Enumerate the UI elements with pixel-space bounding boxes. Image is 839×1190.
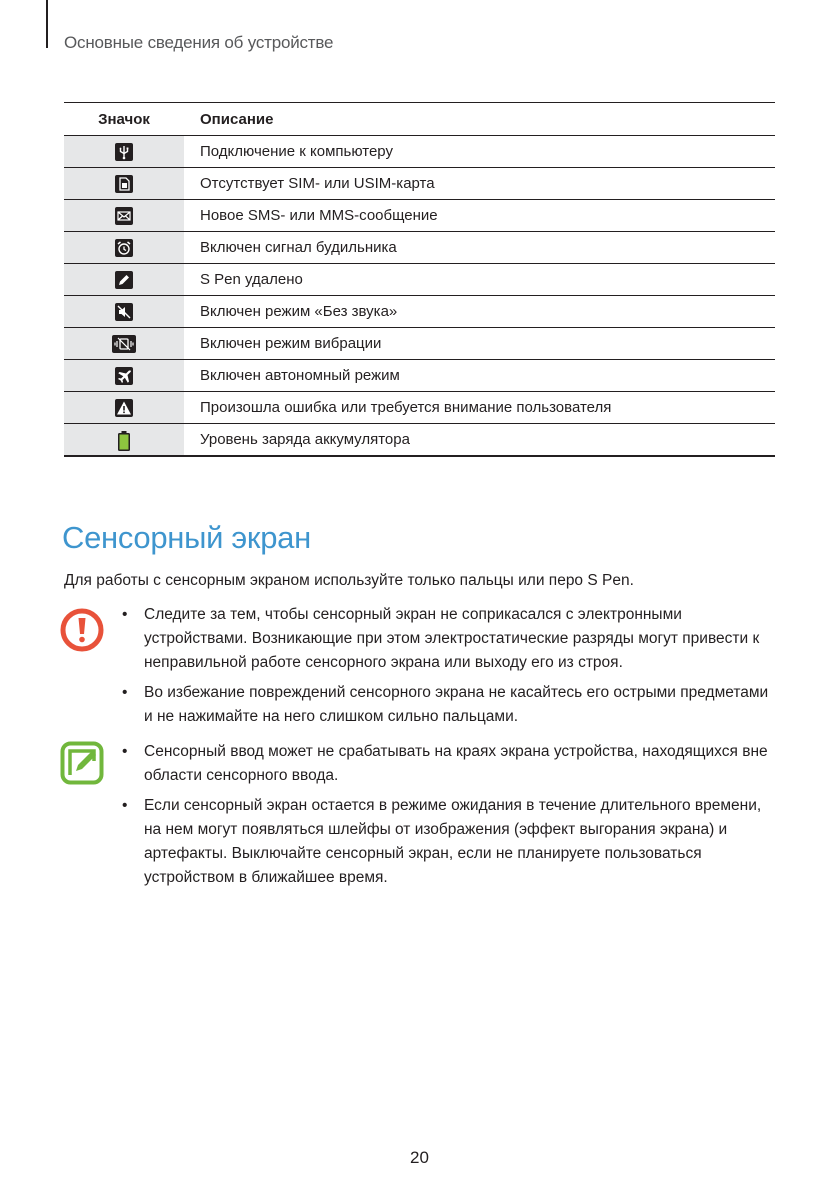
- table-row: [64, 392, 775, 424]
- row-description: S Pen удалено: [184, 264, 775, 296]
- row-description: Включен автономный режим: [184, 360, 775, 392]
- row-description: Уровень заряда аккумулятора: [184, 424, 775, 457]
- battery-icon: [114, 430, 134, 450]
- section-intro: Для работы с сенсорным экраном используйте только пальцы или перо S Pen.: [64, 572, 634, 589]
- caution-icon: [60, 608, 104, 652]
- table-row: [64, 264, 775, 296]
- section-title: Сенсорный экран: [62, 520, 311, 555]
- airplane-icon: [114, 366, 134, 386]
- vibrate-icon: [111, 334, 137, 354]
- alarm-clock-icon: [114, 238, 134, 258]
- table-row: [64, 296, 775, 328]
- envelope-icon: [114, 206, 134, 226]
- mute-icon: [114, 302, 134, 322]
- table-row: [64, 136, 775, 168]
- list-item: • Если сенсорный экран остается в режиме ожидания в течение длительного времени, на нем могут появляться шлейфы от изображения (эффект выгорания экрана) и артефакты. Выключайте сенсорный экран, если не планируете пользоваться устройством в ближайшее время.: [122, 797, 762, 886]
- column-header-description: Описание: [184, 103, 775, 136]
- row-description: Произошла ошибка или требуется внимание пользователя: [184, 392, 775, 424]
- list-item: • Сенсорный ввод может не срабатывать на краях экрана устройства, находящихся вне области сенсорного ввода.: [122, 743, 768, 784]
- table-row: [64, 232, 775, 264]
- note-text: Сенсорный ввод может не срабатывать на краях экрана устройства, находящихся вне области сенсорного ввода.: [144, 743, 768, 784]
- list-item: • Следите за тем, чтобы сенсорный экран не соприкасался с электронными устройствами. Возникающие при этом электростатические разряды могут привести к неправильной работе сенсорного экрана или выходу его из строя.: [122, 606, 760, 671]
- list-item: • Во избежание повреждений сенсорного экрана не касайтесь его острыми предметами и не нажимайте на него слишком сильно пальцами.: [122, 684, 769, 725]
- header-rule: [46, 0, 48, 48]
- note-list: [120, 740, 780, 896]
- icon-table: [64, 102, 775, 457]
- table-row: [64, 328, 775, 360]
- warning-icon: [114, 398, 134, 418]
- row-description: Подключение к компьютеру: [184, 136, 775, 168]
- row-description: Включен сигнал будильника: [184, 232, 775, 264]
- usb-icon: [114, 142, 134, 162]
- note-icon: [60, 741, 104, 785]
- sim-missing-icon: [114, 174, 134, 194]
- row-description: Новое SMS- или MMS-сообщение: [184, 200, 775, 232]
- table-row: [64, 360, 775, 392]
- table-row: [64, 200, 775, 232]
- pen-icon: [114, 270, 134, 290]
- table-row: [64, 168, 775, 200]
- page-number: 20: [410, 1148, 429, 1167]
- table-row: [64, 424, 775, 457]
- row-description: Включен режим «Без звука»: [184, 296, 775, 328]
- table-header-row: [64, 103, 775, 136]
- row-description: Отсутствует SIM- или USIM-карта: [184, 168, 775, 200]
- caution-text: Следите за тем, чтобы сенсорный экран не соприкасался с электронными устройствами. Возникающие при этом электростатические разряды могут привести к неправильной работе сенсорного экрана или выходу его из строя.: [144, 606, 760, 671]
- page-header-title: Основные сведения об устройстве: [64, 33, 334, 52]
- caution-list: [120, 603, 780, 735]
- row-description: Включен режим вибрации: [184, 328, 775, 360]
- caution-text: Во избежание повреждений сенсорного экрана не касайтесь его острыми предметами и не нажимайте на него слишком сильно пальцами.: [144, 684, 769, 725]
- note-text: Если сенсорный экран остается в режиме ожидания в течение длительного времени, на нем могут появляться шлейфы от изображения (эффект выгорания экрана) и артефакты. Выключайте сенсорный экран, если не планируете пользоваться устройством в ближайшее время.: [144, 797, 762, 886]
- column-header-icon: Значок: [64, 103, 184, 136]
